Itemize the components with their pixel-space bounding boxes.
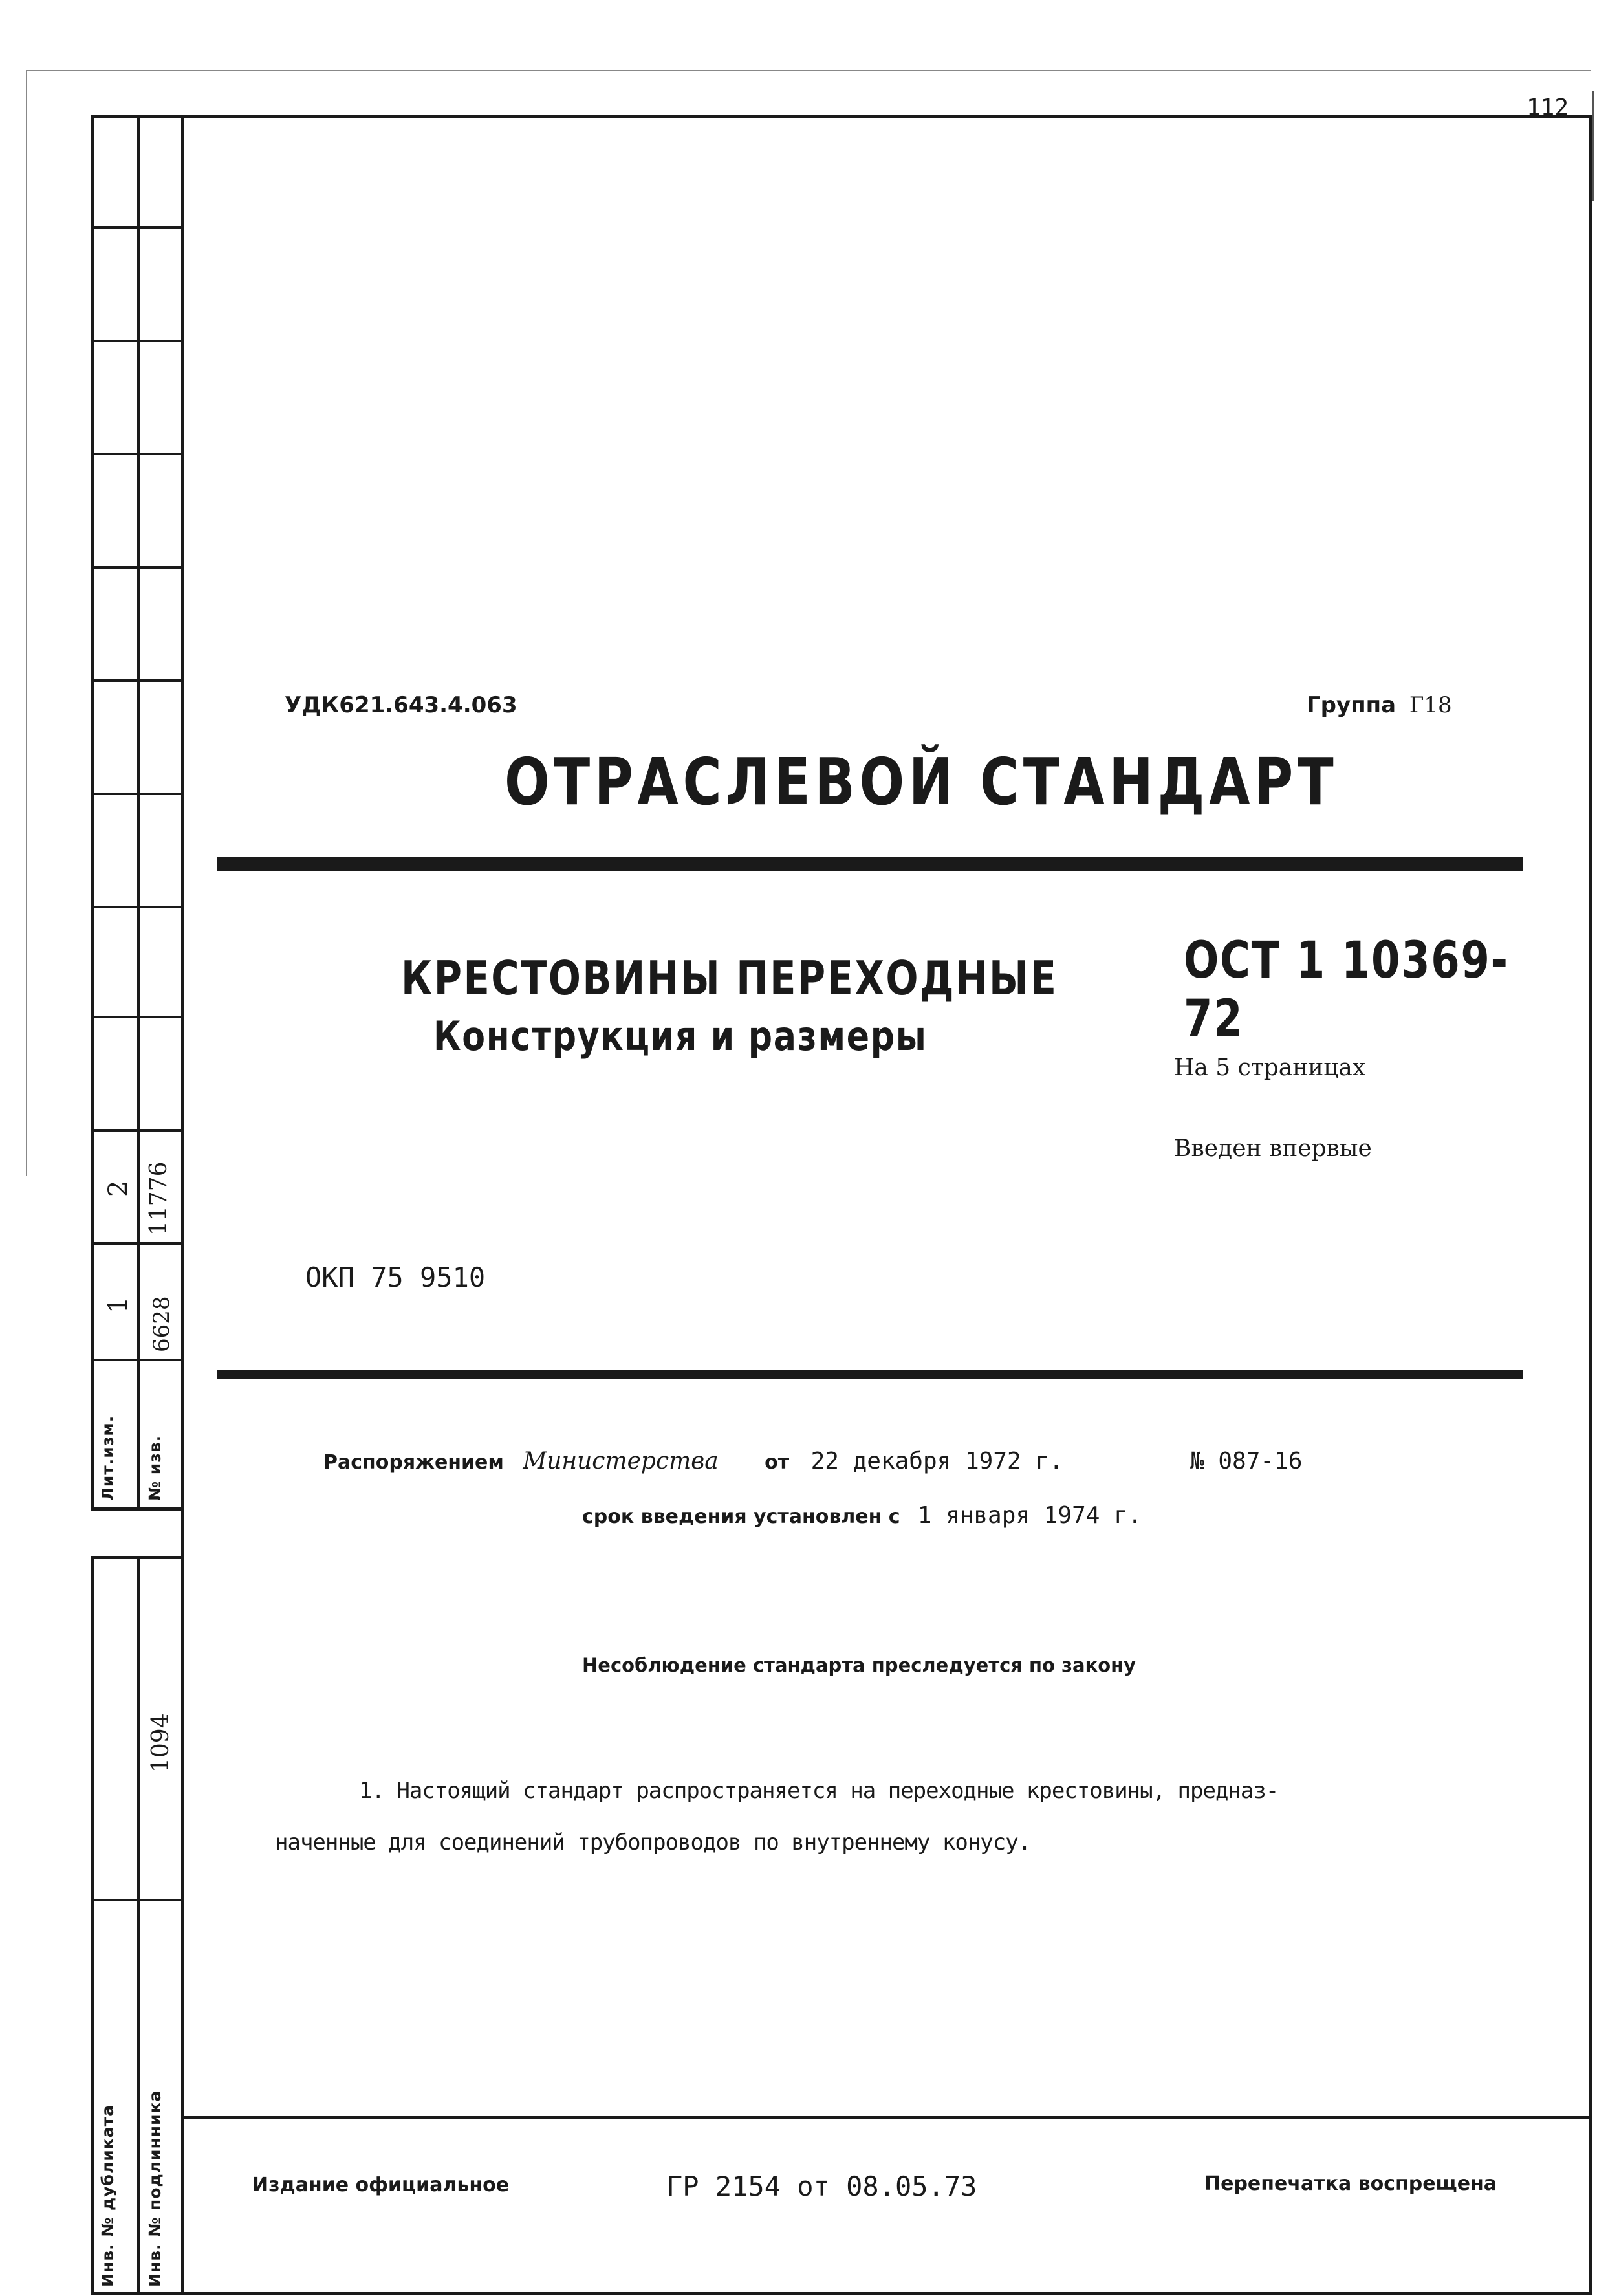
stamp-mid-edge-2 (137, 1556, 140, 2293)
stamp-cell-line (91, 1556, 183, 1559)
footer-registration: ГР 2154 от 08.05.73 (666, 2170, 977, 2202)
group-value: Г18 (1409, 692, 1452, 718)
stamp-lit-label: Лит.изм. (98, 1415, 117, 1501)
page-number: 112 (1526, 94, 1569, 121)
stamp-cell-line (91, 453, 183, 455)
footer-divider (181, 2116, 1591, 2119)
stamp-orig-value: 1094 (147, 1713, 174, 1773)
stamp-mid-edge (137, 115, 140, 1509)
stamp-num-label: № изв. (146, 1434, 164, 1501)
stamp-cell-line (91, 1016, 183, 1018)
order-authority: Министерства (523, 1448, 719, 1474)
bottom-border (91, 2292, 1591, 2295)
stamp-cell-line (91, 340, 183, 342)
effective-date: 1 января 1974 г. (917, 1502, 1142, 1529)
stamp-cell-line (91, 226, 183, 229)
order-number: № 087-16 (1190, 1448, 1303, 1474)
pages-note: На 5 страницах (1174, 1055, 1366, 1081)
subject-title: КРЕСТОВИНЫ ПЕРЕХОДНЫЕ (401, 951, 1058, 1005)
scan-left-line (26, 70, 27, 1176)
body-line-1: 1. Настоящий стандарт распространяется на переходные крестовины, предназ- (359, 1778, 1279, 1804)
subject-subtitle: Конструкция и размеры (433, 1012, 928, 1060)
order-label: Распоряжением (323, 1451, 504, 1474)
effective-line (582, 1502, 1142, 1529)
stamp-cell-line (91, 1899, 183, 1901)
stamp-col2-b: 11776 (146, 1161, 172, 1236)
thick-rule-top (217, 857, 1523, 871)
body-line-2: наченные для соединений трубопроводов по внутреннему конусу. (275, 1830, 1031, 1855)
introduced-note: Введен впервые (1174, 1135, 1372, 1162)
stamp-cell-line (91, 793, 183, 795)
stamp-cell-line (91, 679, 183, 682)
effective-label: срок введения установлен с (582, 1505, 900, 1528)
stamp-cell-line (91, 906, 183, 908)
group-block (1307, 692, 1452, 718)
stamp-left-edge-2 (91, 1556, 94, 2293)
stamp-inner-divider (91, 1242, 183, 1245)
stamp-col2-a: 2 (103, 1180, 133, 1197)
footer-reprint: Перепечатка воспрещена (1204, 2172, 1497, 2195)
legal-warning: Несоблюдение стандарта преследуется по закону (582, 1654, 1136, 1676)
standard-number: ОСТ 1 10369-72 (1184, 932, 1509, 1048)
stamp-left-edge (91, 115, 94, 1509)
stamp-cell-line (91, 1359, 183, 1361)
udk-code: УДК621.643.4.063 (285, 692, 517, 718)
stamp-orig-label: Инв. № подлинника (146, 2090, 164, 2287)
scan-top-line (26, 70, 1591, 71)
scan-right-mark (1592, 91, 1594, 201)
main-title: ОТРАСЛЕВОЙ СТАНДАРТ (505, 744, 1338, 820)
group-label: Группа (1307, 692, 1396, 718)
footer-official: Издание официальное (252, 2174, 510, 2196)
order-date: 22 декабря 1972 г. (810, 1448, 1063, 1474)
top-border (91, 115, 1591, 118)
stamp-cell-line (91, 1507, 183, 1511)
order-line (323, 1448, 1063, 1474)
thick-rule-bottom (217, 1370, 1523, 1379)
okp-code: ОКП 75 9510 (305, 1262, 486, 1293)
inner-left-border (181, 115, 184, 2295)
stamp-cell-line (91, 566, 183, 569)
stamp-dup-label: Инв. № дубликата (98, 2105, 117, 2287)
stamp-cell-line (91, 1129, 183, 1132)
stamp-col1-b: 6628 (149, 1296, 175, 1352)
right-border (1589, 115, 1592, 2295)
stamp-col1-a: 1 (103, 1296, 133, 1313)
order-from: от (765, 1451, 790, 1474)
